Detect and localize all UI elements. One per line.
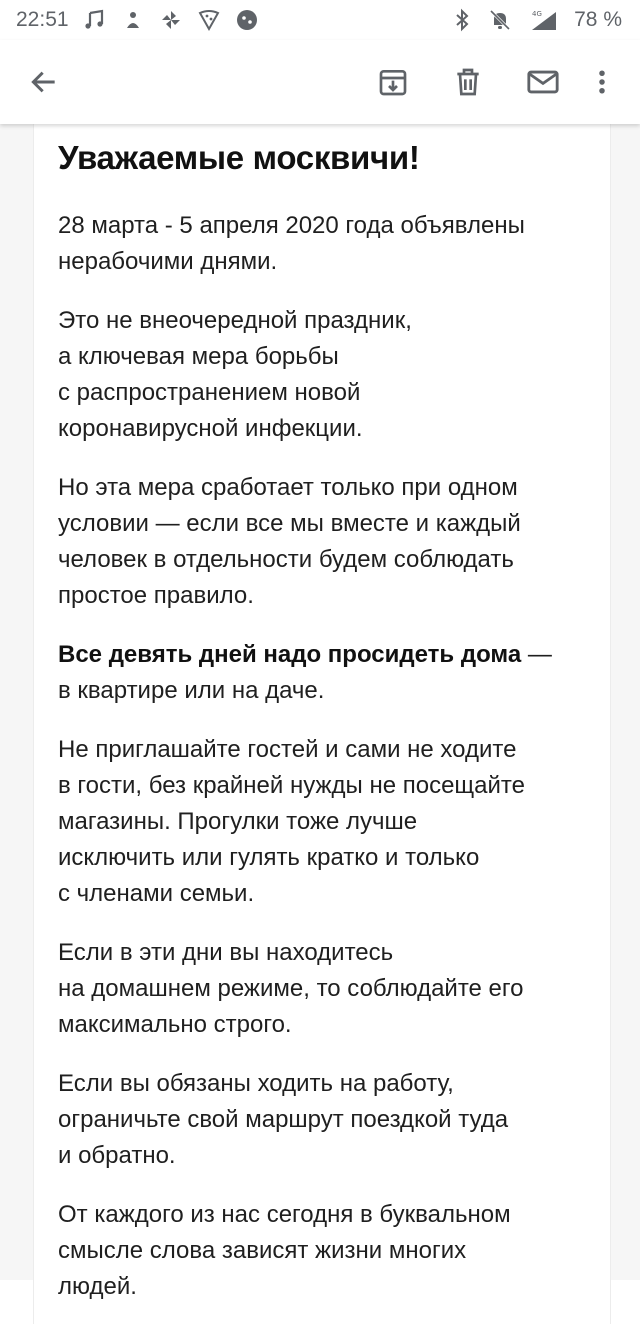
paragraph-5: Не приглашайте гостей и сами не ходите в гости, без крайней нужды не посещайте магазины. Прогулки тоже лучше исключить или гулять кратко и только с членами семьи.: [58, 736, 526, 907]
delete-icon: [452, 66, 484, 98]
paragraph-8: От каждого из нас сегодня в буквальном смысле слова зависят жизни многих людей.: [58, 1201, 511, 1300]
bluetooth-icon: [450, 8, 474, 32]
music-note-icon: [83, 8, 107, 32]
archive-icon: [377, 66, 409, 98]
pizza-icon: [197, 8, 221, 32]
paragraph-3: Но эта мера сработает только при одном условии — если все мы вместе и каждый человек в отдельности будем соблюдать простое правило.: [58, 474, 521, 609]
email-card: [33, 124, 611, 1324]
mark-unread-icon: [526, 65, 560, 99]
paragraph-4: [58, 637, 610, 709]
app-toolbar: [0, 40, 640, 124]
more-vert-icon: [587, 67, 617, 97]
paragraph-4-bold: Все девять дней надо просидеть дома: [58, 641, 522, 668]
status-bar-right: [450, 8, 622, 32]
network-label: 4G: [532, 10, 543, 18]
signal-icon: [526, 8, 560, 32]
arrow-back-icon: [28, 66, 60, 98]
archive-button[interactable]: [355, 58, 430, 106]
paragraph-4-rest: — в квартире или на даче.: [58, 641, 552, 704]
status-bar-left: [16, 8, 259, 32]
mark-unread-button[interactable]: [505, 58, 580, 106]
paragraph-7: Если вы обязаны ходить на работу, ограничьте свой маршрут поездкой туда и обратно.: [58, 1070, 509, 1169]
delete-button[interactable]: [430, 58, 505, 106]
dominos-icon: [235, 8, 259, 32]
email-body-scroll[interactable]: [0, 124, 640, 1300]
status-bar: [0, 0, 640, 40]
battery-level: 78 %: [574, 8, 622, 31]
notification-app-icon: [121, 8, 145, 32]
paragraph-6: Если в эти дни вы находитесь на домашнем режиме, то соблюдайте его максимально строго.: [58, 939, 524, 1038]
status-time: 22:51: [16, 8, 69, 31]
more-options-button[interactable]: [580, 58, 624, 106]
toolbar-actions: [355, 58, 624, 106]
paragraph-1: 28 марта - 5 апреля 2020 года объявлены нерабочими днями.: [58, 212, 525, 275]
email-title: Уважаемые москвичи!: [58, 139, 420, 176]
mute-icon: [488, 8, 512, 32]
paragraph-2: Это не внеочередной праздник, а ключевая мера борьбы с распространением новой коронавирусной инфекции.: [58, 307, 412, 442]
pinwheel-icon: [159, 8, 183, 32]
back-button[interactable]: [24, 62, 64, 102]
